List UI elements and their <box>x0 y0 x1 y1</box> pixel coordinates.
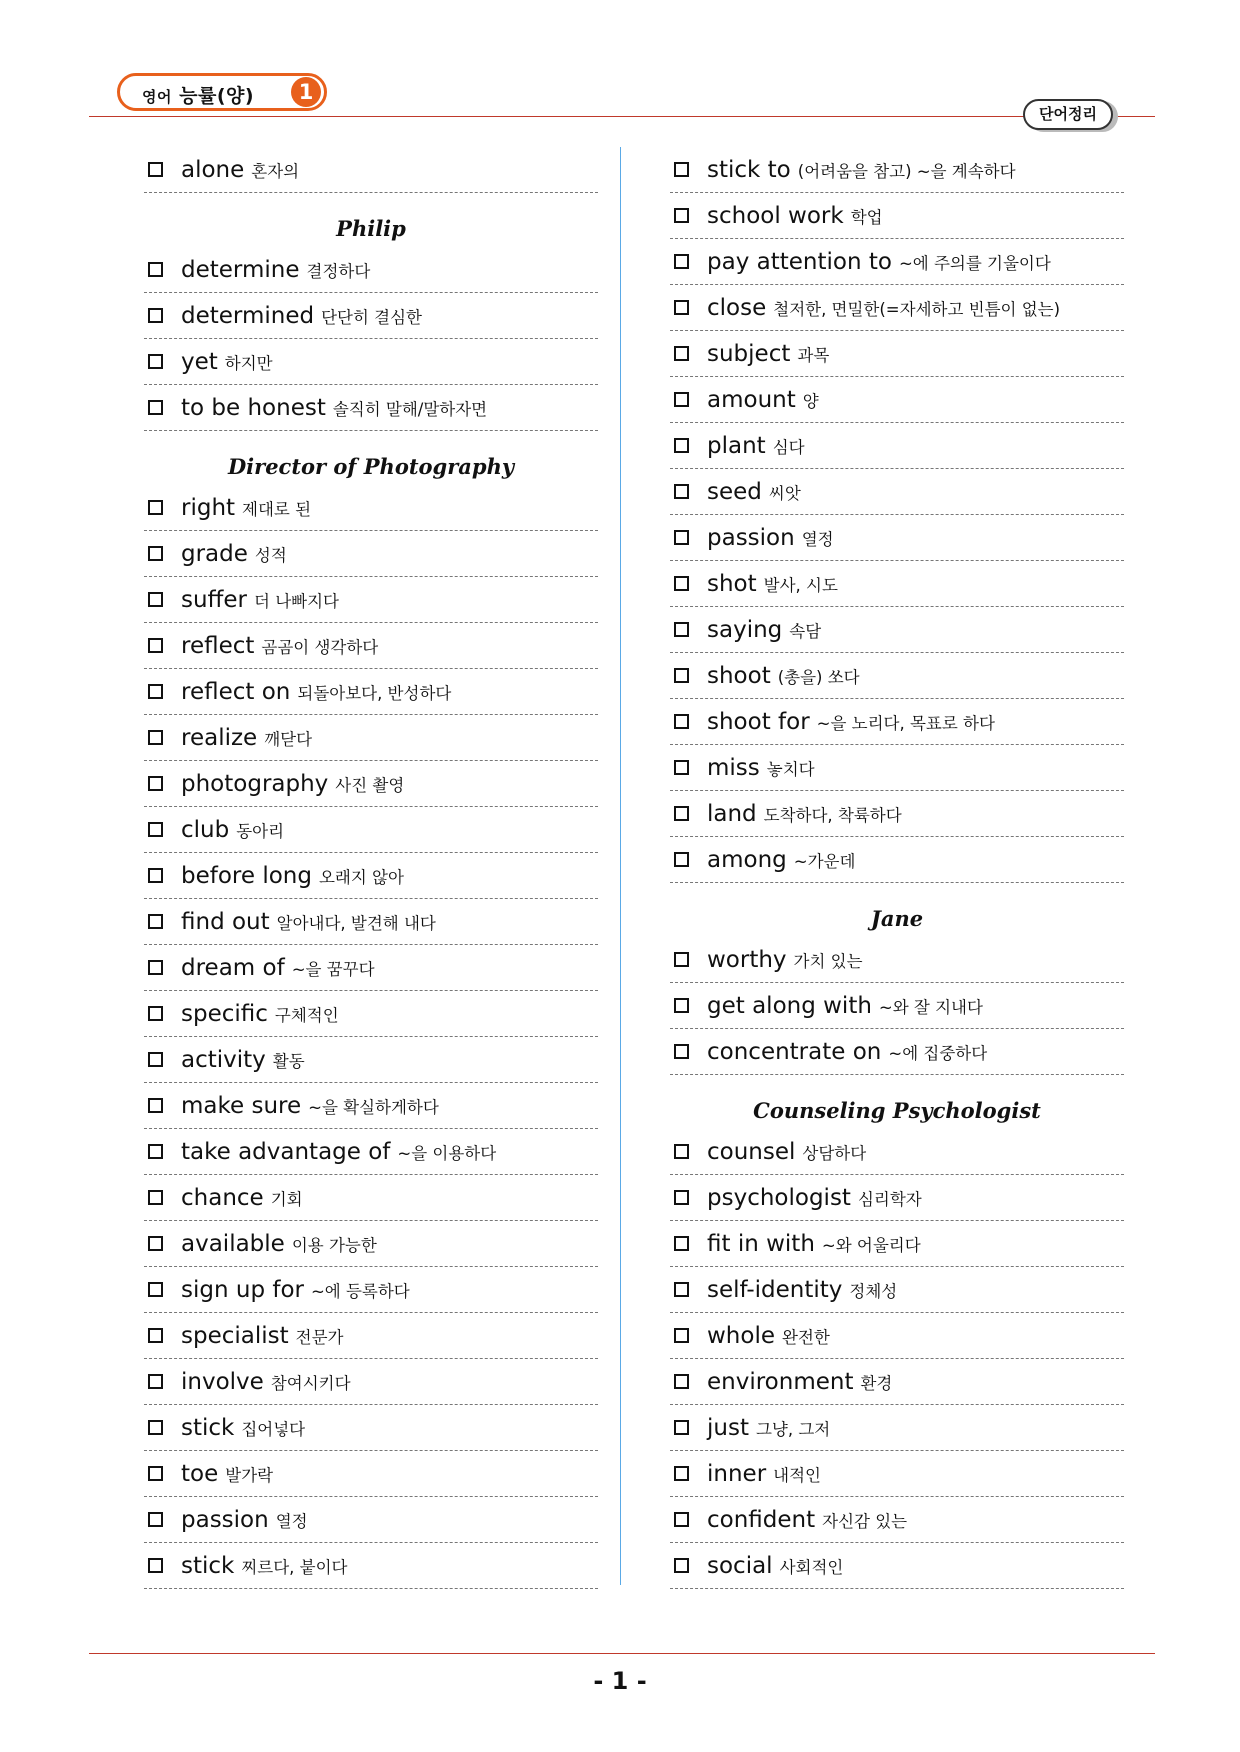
top-rule <box>89 116 1155 117</box>
lesson-number-badge: 1 <box>291 77 321 107</box>
korean-meaning: 내적인 <box>773 1465 821 1485</box>
vocab-row <box>144 853 598 899</box>
vocab-row <box>144 385 598 431</box>
checkbox[interactable] <box>674 1190 689 1205</box>
english-word: land <box>707 800 757 827</box>
vocab-row <box>670 469 1124 515</box>
vocab-row <box>670 983 1124 1029</box>
korean-meaning: ~가운데 <box>793 851 856 871</box>
vocab-row <box>144 899 598 945</box>
vocab-row <box>144 1129 598 1175</box>
english-word: realize <box>181 724 258 751</box>
vocab-row <box>144 991 598 1037</box>
checkbox[interactable] <box>148 400 163 415</box>
english-word: toe <box>181 1460 219 1487</box>
book-title: 능률(양) <box>179 85 255 107</box>
checkbox[interactable] <box>674 852 689 867</box>
english-word: amount <box>707 386 796 413</box>
vocab-row <box>144 1267 598 1313</box>
vocab-row <box>144 247 598 293</box>
vocab-row <box>670 653 1124 699</box>
page-number: - 1 - <box>593 1667 647 1695</box>
checkbox[interactable] <box>148 354 163 369</box>
english-word: determine <box>181 256 300 283</box>
english-word: to be honest <box>181 394 326 421</box>
korean-meaning: 오래지 않아 <box>318 867 404 887</box>
checkbox[interactable] <box>148 308 163 323</box>
korean-meaning: 활동 <box>272 1051 305 1071</box>
vocab-row <box>670 285 1124 331</box>
vocab-row <box>670 837 1124 883</box>
checkbox[interactable] <box>674 1144 689 1159</box>
english-word: suffer <box>181 586 248 613</box>
vocab-row <box>144 1037 598 1083</box>
english-word: chance <box>181 1184 264 1211</box>
checkbox[interactable] <box>148 684 163 699</box>
korean-meaning: 사회적인 <box>779 1557 844 1577</box>
korean-meaning: 심리학자 <box>857 1189 922 1209</box>
korean-meaning: 단단히 결심한 <box>321 307 422 327</box>
section-heading: Counseling Psychologist <box>753 1098 1041 1123</box>
section-heading: Director of Photography <box>227 454 515 479</box>
english-word: take advantage of <box>181 1138 391 1165</box>
english-word: pay attention to <box>707 248 892 275</box>
checkbox[interactable] <box>148 1558 163 1573</box>
korean-meaning: 깨닫다 <box>264 729 313 749</box>
english-word: miss <box>707 754 760 781</box>
vocab-row <box>670 607 1124 653</box>
korean-meaning: 제대로 된 <box>242 499 312 519</box>
english-word: sign up for <box>181 1276 304 1303</box>
vocab-row <box>670 1405 1124 1451</box>
checkbox[interactable] <box>674 998 689 1013</box>
korean-meaning: 혼자의 <box>251 161 300 181</box>
checkbox[interactable] <box>148 914 163 929</box>
english-word: inner <box>707 1460 767 1487</box>
section-badge: 단어정리 <box>1023 99 1113 130</box>
vocab-row <box>144 1175 598 1221</box>
vocab-row <box>670 561 1124 607</box>
english-word: stick <box>181 1552 235 1579</box>
vocab-row <box>144 577 598 623</box>
checkbox[interactable] <box>148 1466 163 1481</box>
english-word: counsel <box>707 1138 796 1165</box>
english-word: reflect on <box>181 678 291 705</box>
vocab-row <box>144 1221 598 1267</box>
english-word: club <box>181 816 230 843</box>
vocab-row <box>670 1313 1124 1359</box>
english-word: psychologist <box>707 1184 851 1211</box>
checkbox[interactable] <box>674 530 689 545</box>
checkbox[interactable] <box>674 1374 689 1389</box>
korean-meaning: 솔직히 말해/말하자면 <box>332 399 488 419</box>
vocab-row <box>670 1029 1124 1075</box>
english-word: saying <box>707 616 783 643</box>
english-word: social <box>707 1552 773 1579</box>
checkbox[interactable] <box>674 484 689 499</box>
english-word: shot <box>707 570 757 597</box>
checkbox[interactable] <box>674 208 689 223</box>
checkbox[interactable] <box>674 1044 689 1059</box>
english-word: available <box>181 1230 285 1257</box>
korean-meaning: ~와 잘 지내다 <box>878 997 983 1017</box>
vocab-row <box>144 807 598 853</box>
english-word: whole <box>707 1322 776 1349</box>
english-word: dream of <box>181 954 285 981</box>
checkbox[interactable] <box>148 776 163 791</box>
checkbox[interactable] <box>674 668 689 683</box>
vocab-row <box>670 1267 1124 1313</box>
checkbox[interactable] <box>148 1052 163 1067</box>
checkbox[interactable] <box>148 546 163 561</box>
english-word: yet <box>181 348 218 375</box>
column-divider <box>620 147 621 1585</box>
vocab-row <box>144 531 598 577</box>
korean-meaning: 구체적인 <box>274 1005 339 1025</box>
korean-meaning: ~을 확실하게하다 <box>308 1097 439 1117</box>
english-word: among <box>707 846 787 873</box>
korean-meaning: 양 <box>802 391 819 411</box>
checkbox[interactable] <box>674 392 689 407</box>
checkbox[interactable] <box>674 622 689 637</box>
english-word: shoot for <box>707 708 810 735</box>
korean-meaning: 찌르다, 붙이다 <box>241 1557 348 1577</box>
english-word: shoot <box>707 662 771 689</box>
korean-meaning: 놓치다 <box>766 759 815 779</box>
checkbox[interactable] <box>148 162 163 177</box>
english-word: involve <box>181 1368 264 1395</box>
korean-meaning: 발사, 시도 <box>763 575 838 595</box>
checkbox[interactable] <box>674 300 689 315</box>
korean-meaning: 자신감 있는 <box>822 1511 908 1531</box>
korean-meaning: ~을 노리다, 목표로 하다 <box>816 713 995 733</box>
vocab-row <box>670 1221 1124 1267</box>
english-word: subject <box>707 340 791 367</box>
vocab-row <box>144 1451 598 1497</box>
checkbox[interactable] <box>148 1282 163 1297</box>
checkbox[interactable] <box>148 1144 163 1159</box>
vocab-row <box>144 293 598 339</box>
checkbox[interactable] <box>148 1190 163 1205</box>
english-word: grade <box>181 540 248 567</box>
english-word: plant <box>707 432 766 459</box>
english-word: passion <box>181 1506 269 1533</box>
korean-meaning: 발가락 <box>225 1465 274 1485</box>
vocab-row <box>144 715 598 761</box>
english-word: specialist <box>181 1322 289 1349</box>
checkbox[interactable] <box>674 806 689 821</box>
english-word: specific <box>181 1000 268 1027</box>
korean-meaning: ~와 어울리다 <box>821 1235 921 1255</box>
korean-meaning: 환경 <box>860 1373 893 1393</box>
korean-meaning: 열정 <box>801 529 834 549</box>
english-word: stick to <box>707 156 791 183</box>
checkbox[interactable] <box>674 576 689 591</box>
checkbox[interactable] <box>148 1098 163 1113</box>
checkbox[interactable] <box>674 1558 689 1573</box>
korean-meaning: 이용 가능한 <box>291 1235 377 1255</box>
vocab-row <box>144 1497 598 1543</box>
english-word: concentrate on <box>707 1038 882 1065</box>
korean-meaning: 가치 있는 <box>793 951 863 971</box>
korean-meaning: 하지만 <box>224 353 273 373</box>
korean-meaning: 정체성 <box>849 1281 898 1301</box>
checkbox[interactable] <box>148 1006 163 1021</box>
korean-meaning: 심다 <box>772 437 805 457</box>
left-column <box>144 147 598 1589</box>
checkbox[interactable] <box>674 760 689 775</box>
korean-meaning: ~을 이용하다 <box>397 1143 497 1163</box>
vocab-row <box>670 147 1124 193</box>
checkbox[interactable] <box>674 1512 689 1527</box>
korean-meaning: 알아내다, 발견해 내다 <box>276 913 436 933</box>
checkbox[interactable] <box>674 346 689 361</box>
checkbox[interactable] <box>148 592 163 607</box>
english-word: get along with <box>707 992 872 1019</box>
korean-meaning: 성적 <box>254 545 287 565</box>
english-word: seed <box>707 478 762 505</box>
subject-label: 영어 <box>142 88 172 106</box>
english-word: close <box>707 294 767 321</box>
checkbox[interactable] <box>148 730 163 745</box>
korean-meaning: 곰곰이 생각하다 <box>261 637 379 657</box>
vocab-row <box>670 791 1124 837</box>
english-word: photography <box>181 770 329 797</box>
checkbox[interactable] <box>148 262 163 277</box>
vocab-row <box>670 423 1124 469</box>
korean-meaning: 사진 촬영 <box>335 775 405 795</box>
english-word: environment <box>707 1368 854 1395</box>
checkbox[interactable] <box>674 254 689 269</box>
korean-meaning: (총을) 쏘다 <box>777 667 860 687</box>
korean-meaning: 동아리 <box>236 821 285 841</box>
vocab-row <box>144 1313 598 1359</box>
korean-meaning: 집어넣다 <box>241 1419 306 1439</box>
checkbox[interactable] <box>148 868 163 883</box>
vocab-row <box>144 1405 598 1451</box>
english-word: fit in with <box>707 1230 815 1257</box>
vocab-row <box>670 377 1124 423</box>
title-pill <box>117 73 327 111</box>
vocab-row <box>144 761 598 807</box>
vocab-row <box>670 1129 1124 1175</box>
vocab-row <box>670 1175 1124 1221</box>
english-word: confident <box>707 1506 816 1533</box>
checkbox[interactable] <box>674 162 689 177</box>
korean-meaning: 과목 <box>797 345 830 365</box>
korean-meaning: 결정하다 <box>306 261 371 281</box>
korean-meaning: 도착하다, 착륙하다 <box>763 805 902 825</box>
korean-meaning: 그냥, 그저 <box>755 1419 831 1439</box>
korean-meaning: 학업 <box>850 207 883 227</box>
vocab-row <box>144 1083 598 1129</box>
english-word: make sure <box>181 1092 302 1119</box>
korean-meaning: ~에 집중하다 <box>888 1043 988 1063</box>
english-word: stick <box>181 1414 235 1441</box>
vocab-row <box>670 1543 1124 1589</box>
vocab-row <box>144 623 598 669</box>
english-word: just <box>707 1414 749 1441</box>
checkbox[interactable] <box>148 1328 163 1343</box>
korean-meaning: 속담 <box>789 621 822 641</box>
vocab-row <box>670 1359 1124 1405</box>
vocab-row <box>144 485 598 531</box>
korean-meaning: ~에 등록하다 <box>310 1281 410 1301</box>
english-word: find out <box>181 908 270 935</box>
checkbox[interactable] <box>148 500 163 515</box>
checkbox[interactable] <box>674 1420 689 1435</box>
vocab-row <box>144 339 598 385</box>
vocab-row <box>670 745 1124 791</box>
english-word: school work <box>707 202 844 229</box>
checkbox[interactable] <box>148 1236 163 1251</box>
checkbox[interactable] <box>148 822 163 837</box>
korean-meaning: ~을 꿈꾸다 <box>291 959 375 979</box>
vocab-row <box>144 147 598 193</box>
korean-meaning: 상담하다 <box>802 1143 867 1163</box>
section-heading: Philip <box>336 216 406 241</box>
vocab-row <box>144 1543 598 1589</box>
korean-meaning: 열정 <box>275 1511 308 1531</box>
korean-meaning: (어려움을 참고) ~을 계속하다 <box>797 161 1016 181</box>
checkbox[interactable] <box>148 960 163 975</box>
korean-meaning: 참여시키다 <box>270 1373 351 1393</box>
checkbox[interactable] <box>674 1466 689 1481</box>
checkbox[interactable] <box>674 1282 689 1297</box>
english-word: passion <box>707 524 795 551</box>
vocab-row <box>670 331 1124 377</box>
korean-meaning: 되돌아보다, 반성하다 <box>297 683 452 703</box>
vocab-row <box>670 193 1124 239</box>
korean-meaning: 완전한 <box>782 1327 830 1347</box>
checkbox[interactable] <box>148 1374 163 1389</box>
vocab-row <box>670 515 1124 561</box>
english-word: activity <box>181 1046 266 1073</box>
english-word: before long <box>181 862 312 889</box>
title-text <box>142 81 254 108</box>
checkbox[interactable] <box>674 714 689 729</box>
english-word: alone <box>181 156 245 183</box>
english-word: determined <box>181 302 315 329</box>
english-word: worthy <box>707 946 787 973</box>
right-column <box>670 147 1124 1589</box>
bottom-rule <box>89 1653 1155 1654</box>
korean-meaning: 기회 <box>270 1189 303 1209</box>
english-word: right <box>181 494 236 521</box>
vocab-row <box>144 1359 598 1405</box>
checkbox[interactable] <box>148 1420 163 1435</box>
korean-meaning: 씨앗 <box>768 483 801 503</box>
vocab-row <box>144 945 598 991</box>
vocab-row <box>670 239 1124 285</box>
vocab-row <box>670 1451 1124 1497</box>
checkbox[interactable] <box>148 638 163 653</box>
korean-meaning: 철저한, 면밀한(=자세하고 빈틈이 없는) <box>773 299 1061 319</box>
vocab-row <box>670 1497 1124 1543</box>
section-heading: Jane <box>870 906 924 931</box>
vocab-row <box>670 937 1124 983</box>
korean-meaning: ~에 주의를 기울이다 <box>898 253 1051 273</box>
checkbox[interactable] <box>674 438 689 453</box>
korean-meaning: 전문가 <box>295 1327 344 1347</box>
checkbox[interactable] <box>674 1328 689 1343</box>
vocab-row <box>144 669 598 715</box>
checkbox[interactable] <box>674 1236 689 1251</box>
checkbox[interactable] <box>148 1512 163 1527</box>
english-word: self-identity <box>707 1276 843 1303</box>
vocab-row <box>670 699 1124 745</box>
korean-meaning: 더 나빠지다 <box>254 591 339 611</box>
english-word: reflect <box>181 632 255 659</box>
checkbox[interactable] <box>674 952 689 967</box>
